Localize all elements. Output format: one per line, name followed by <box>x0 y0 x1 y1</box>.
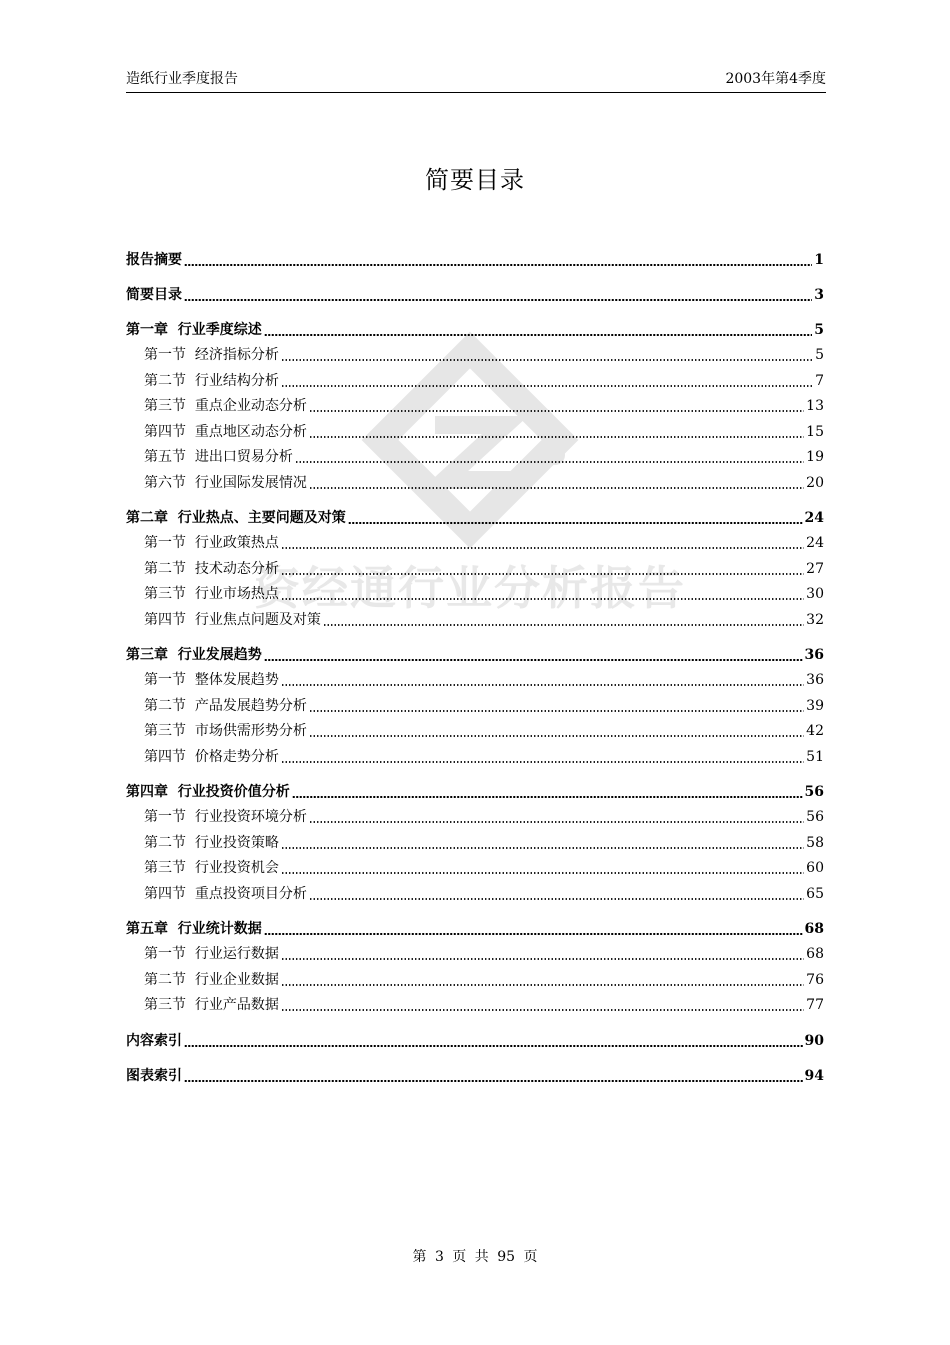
toc-dot-leader <box>264 919 803 939</box>
toc-section-entry[interactable] <box>144 473 824 493</box>
toc-entry-page-number: 20 <box>806 475 824 491</box>
toc-chapter-entry[interactable] <box>126 250 824 270</box>
toc-chapter-entry[interactable] <box>126 782 824 802</box>
toc-dot-leader <box>281 559 804 579</box>
toc-entry-page-number: 56 <box>804 784 824 800</box>
toc-dot-leader <box>264 320 813 340</box>
toc-entry-page-number: 56 <box>806 809 824 825</box>
toc-entry-page-number: 36 <box>804 647 824 663</box>
toc-dot-leader <box>281 970 804 990</box>
toc-entry-label: 第一节 行业运行数据 <box>144 946 279 962</box>
toc-section-entry[interactable] <box>144 584 824 604</box>
toc-entry-page-number: 77 <box>806 997 824 1013</box>
toc-dot-leader <box>184 1066 803 1086</box>
toc-section-entry[interactable] <box>144 396 824 416</box>
toc-entry-page-number: 94 <box>804 1068 824 1084</box>
toc-entry-page-number: 76 <box>806 972 824 988</box>
toc-entry-label: 第四节 价格走势分析 <box>144 749 279 765</box>
toc-chapter-entry[interactable] <box>126 1066 824 1086</box>
toc-dot-leader <box>309 807 804 827</box>
toc-dot-leader <box>281 995 804 1015</box>
toc-entry-label: 第五节 进出口贸易分析 <box>144 449 293 465</box>
toc-entry-page-number: 5 <box>814 322 824 338</box>
toc-entry-label: 第二章 行业热点、主要问题及对策 <box>126 510 346 526</box>
toc-entry-label: 报告摘要 <box>126 252 182 268</box>
toc-entry-label: 第五章 行业统计数据 <box>126 921 262 937</box>
toc-entry-label: 第三节 行业市场热点 <box>144 586 279 602</box>
toc-entry-page-number: 90 <box>804 1033 824 1049</box>
toc-entry-label: 第一章 行业季度综述 <box>126 322 262 338</box>
toc-dot-leader <box>281 747 804 767</box>
toc-section-entry[interactable] <box>144 721 824 741</box>
toc-dot-leader <box>309 422 804 442</box>
toc-dot-leader <box>281 858 804 878</box>
toc-chapter-entry[interactable] <box>126 320 824 340</box>
toc-dot-leader <box>264 645 803 665</box>
toc-entry-page-number: 65 <box>806 886 824 902</box>
toc-chapter-entry[interactable] <box>126 1031 824 1051</box>
toc-entry-page-number: 68 <box>804 921 824 937</box>
toc-entry-page-number: 60 <box>806 860 824 876</box>
toc-entry-label: 第三节 行业投资机会 <box>144 860 279 876</box>
toc-entry-label: 第六节 行业国际发展情况 <box>144 475 307 491</box>
toc-entry-label: 第三节 市场供需形势分析 <box>144 723 307 739</box>
toc-entry-page-number: 32 <box>806 612 824 628</box>
toc-entry-label: 第一节 行业政策热点 <box>144 535 279 551</box>
toc-section-entry[interactable] <box>144 858 824 878</box>
toc-section-entry[interactable] <box>144 559 824 579</box>
toc-section-entry[interactable] <box>144 696 824 716</box>
toc-entry-label: 第二节 行业企业数据 <box>144 972 279 988</box>
toc-entry-label: 第一节 整体发展趋势 <box>144 672 279 688</box>
toc-section-entry[interactable] <box>144 995 824 1015</box>
toc-entry-label: 第一节 行业投资环境分析 <box>144 809 307 825</box>
toc-entry-page-number: 1 <box>814 252 824 268</box>
toc-entry-label: 第四节 重点地区动态分析 <box>144 424 307 440</box>
toc-section-entry[interactable] <box>144 533 824 553</box>
toc-chapter-entry[interactable] <box>126 508 824 528</box>
toc-chapter-entry[interactable] <box>126 645 824 665</box>
toc-dot-leader <box>281 944 804 964</box>
page-footer: 第 3 页 共 95 页 <box>412 1249 538 1265</box>
toc-dot-leader <box>309 473 804 493</box>
toc-dot-leader <box>281 670 804 690</box>
toc-dot-leader <box>309 721 804 741</box>
toc-entry-page-number: 19 <box>806 449 824 465</box>
toc-entry-page-number: 27 <box>806 561 824 577</box>
toc-entry-page-number: 24 <box>806 535 824 551</box>
toc-dot-leader <box>281 533 804 553</box>
toc-dot-leader <box>281 584 804 604</box>
toc-dot-leader <box>292 782 803 802</box>
toc-entry-page-number: 68 <box>806 946 824 962</box>
toc-section-entry[interactable] <box>144 807 824 827</box>
toc-section-entry[interactable] <box>144 422 824 442</box>
toc-entry-label: 内容索引 <box>126 1033 182 1049</box>
toc-entry-label: 第二节 行业投资策略 <box>144 835 279 851</box>
toc-entry-label: 第二节 行业结构分析 <box>144 373 279 389</box>
toc-section-entry[interactable] <box>144 345 824 365</box>
toc-entry-page-number: 39 <box>806 698 824 714</box>
toc-entry-page-number: 51 <box>806 749 824 765</box>
toc-dot-leader <box>323 610 804 630</box>
header-report-title: 造纸行业季度报告 <box>126 71 238 87</box>
toc-entry-page-number: 7 <box>815 373 824 389</box>
toc-entry-page-number: 5 <box>815 347 824 363</box>
toc-dot-leader <box>281 371 813 391</box>
toc-entry-page-number: 13 <box>806 398 824 414</box>
toc-section-entry[interactable] <box>144 610 824 630</box>
toc-section-entry[interactable] <box>144 970 824 990</box>
toc-entry-label: 第三节 行业产品数据 <box>144 997 279 1013</box>
toc-dot-leader <box>309 884 804 904</box>
toc-entry-label: 第四节 行业焦点问题及对策 <box>144 612 321 628</box>
toc-entry-label: 第一节 经济指标分析 <box>144 347 279 363</box>
toc-dot-leader <box>184 1031 803 1051</box>
toc-dot-leader <box>348 508 803 528</box>
toc-section-entry[interactable] <box>144 884 824 904</box>
toc-entry-label: 第四节 重点投资项目分析 <box>144 886 307 902</box>
toc-entry-label: 第三节 重点企业动态分析 <box>144 398 307 414</box>
toc-entry-label: 图表索引 <box>126 1068 182 1084</box>
toc-section-entry[interactable] <box>144 447 824 467</box>
toc-chapter-entry[interactable] <box>126 285 824 305</box>
toc-entry-label: 第二节 产品发展趋势分析 <box>144 698 307 714</box>
toc-dot-leader <box>281 833 804 853</box>
toc-entry-page-number: 30 <box>806 586 824 602</box>
toc-section-entry[interactable] <box>144 670 824 690</box>
header-period: 2003年第4季度 <box>725 71 826 87</box>
toc-dot-leader <box>184 285 812 305</box>
toc-dot-leader <box>309 696 804 716</box>
toc-section-entry[interactable] <box>144 944 824 964</box>
toc-chapter-entry[interactable] <box>126 919 824 939</box>
toc-entry-page-number: 36 <box>806 672 824 688</box>
toc-entry-page-number: 3 <box>814 287 824 303</box>
toc-entry-page-number: 42 <box>806 723 824 739</box>
toc-entry-label: 第三章 行业发展趋势 <box>126 647 262 663</box>
toc-dot-leader <box>309 396 804 416</box>
toc-entry-label: 第二节 技术动态分析 <box>144 561 279 577</box>
toc-entry-page-number: 24 <box>804 510 824 526</box>
toc-entry-label: 第四章 行业投资价值分析 <box>126 784 290 800</box>
page-title: 简要目录 <box>425 166 525 194</box>
toc-section-entry[interactable] <box>144 371 824 391</box>
toc-entry-page-number: 58 <box>806 835 824 851</box>
toc-dot-leader <box>295 447 804 467</box>
toc-section-entry[interactable] <box>144 833 824 853</box>
watermark-text: 资经通行业分析报告 <box>254 561 686 615</box>
toc-entry-label: 简要目录 <box>126 287 182 303</box>
toc-section-entry[interactable] <box>144 747 824 767</box>
toc-dot-leader <box>184 250 812 270</box>
toc-dot-leader <box>281 345 813 365</box>
page-header <box>126 66 826 93</box>
toc-entry-page-number: 15 <box>806 424 824 440</box>
